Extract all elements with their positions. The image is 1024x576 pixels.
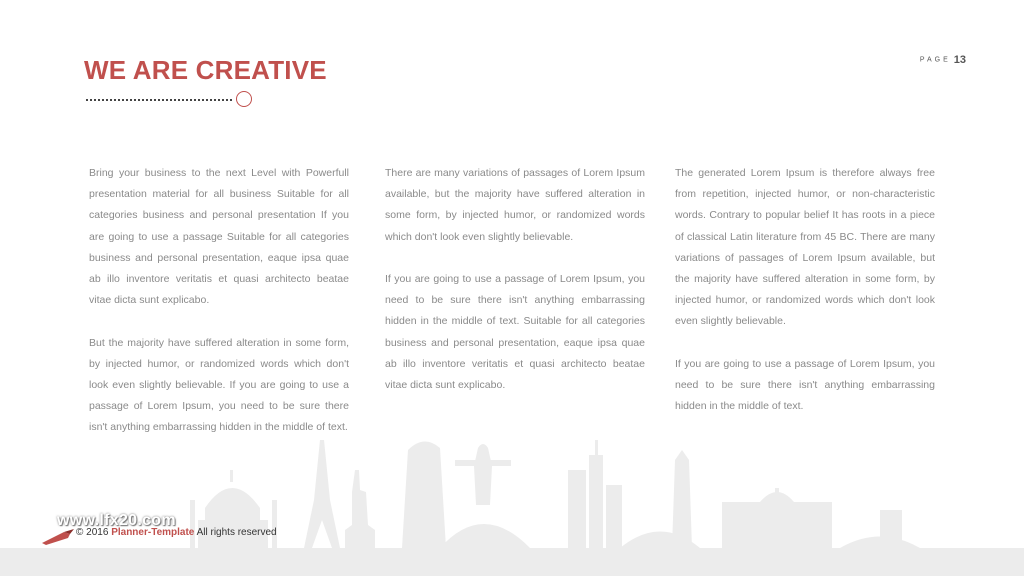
paragraph: There are many variations of passages of Lorem Ipsum available, but the majority have suffered alteration in some form, by injected humor, or randomized words which don't look even slightly believable. — [385, 167, 645, 243]
skyscrapers-silhouette — [568, 440, 622, 548]
divider-circle-icon — [236, 91, 252, 107]
text-column-2 — [385, 163, 645, 417]
watermark-logo: www.lfx20.com — [57, 512, 176, 529]
page-title: WE ARE CREATIVE — [84, 55, 327, 85]
footer-copyright: © 2016 — [76, 527, 109, 538]
christ-redeemer-silhouette — [440, 444, 530, 548]
arch-building-silhouette — [722, 488, 832, 548]
paragraph: The generated Lorem Ipsum is therefore always free from repetition, injected humor, or non-characteristic words. Contrary to popular belief It has roots in a piece of classical Latin literature from 45 BC. There are many variations of passages of Lorem Ipsum available, but the majority have suffered alteration in some form, by injected humor, or randomized words which don't look even slightly believable. — [675, 167, 935, 328]
footer-brand: Planner-Template — [111, 527, 195, 538]
page-label: PAGE — [919, 56, 951, 64]
leaning-tower-silhouette — [402, 441, 446, 548]
page-number-value: 13 — [953, 53, 966, 66]
big-ben-silhouette — [672, 450, 692, 548]
statue-of-liberty-silhouette — [345, 470, 375, 548]
title-dotted-divider — [86, 99, 232, 101]
paragraph: If you are going to use a passage of Lorem Ipsum, you need to be sure there isn't anything embarrassing hidden in the middle of text. — [675, 357, 935, 413]
paragraph: But the majority have suffered alteration in some form, by injected humor, or randomized words which don't look even slightly believable. If you are going to use a passage of Lorem Ipsum, you need to be sure there isn't anything embarrassing hidden in the middle of text. — [89, 336, 349, 434]
page-number — [920, 51, 966, 69]
footer-rights: All rights reserved — [196, 527, 277, 538]
pen-icon — [40, 528, 76, 546]
footer — [76, 527, 277, 538]
text-column-1 — [89, 163, 349, 460]
paragraph: If you are going to use a passage of Lorem Ipsum, you need to be sure there isn't anything embarrassing hidden in the middle of text. Suitable for all categories business and personal presentation, eaque ipsa quae ab illo inventore veritatis et quasi architecto beatae vitae dicta sunt explicabo. — [385, 273, 645, 392]
text-column-3 — [675, 163, 935, 439]
paragraph: Bring your business to the next Level with Powerfull presentation material for all business Suitable for all categories business and personal presentation If you are going to use a passage Suitable for all categories business and personal presentation, eaque ipsa quae ab illo inventore veritatis et quasi architecto beatae vitae dicta sunt explicabo. — [89, 167, 349, 307]
